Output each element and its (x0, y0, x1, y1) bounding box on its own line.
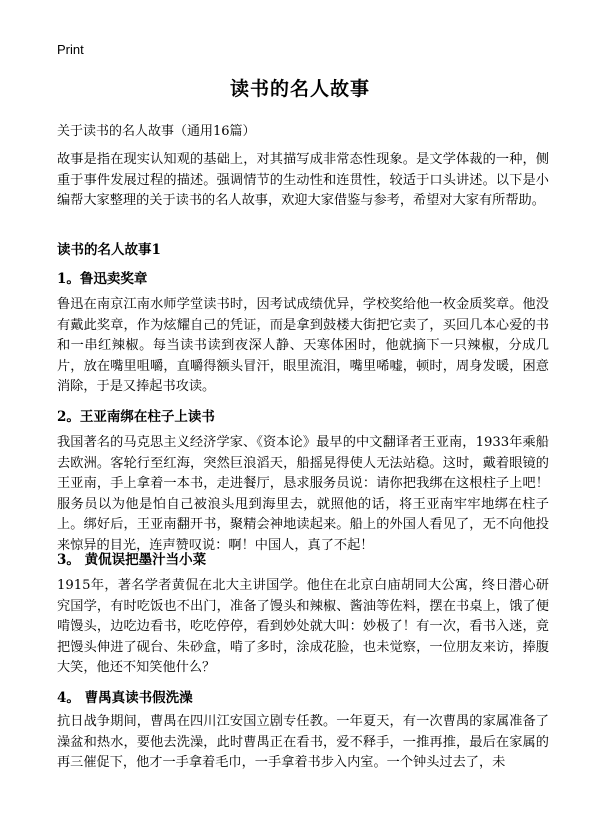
story-heading-4: 4。 曹禺真读书假洗澡 (57, 690, 193, 706)
intro-paragraph: 故事是指在现实认知观的基础上，对其描写成非常态性现象。是文学体裁的一种，侧重于事件发展过程的描述。强调情节的生动性和连贯性，较适于口头讲述。以下是小编帮大家整理的关于读书的名人故事，欢迎大家借鉴与参考，希望对大家有所帮助。 (57, 152, 549, 208)
story-heading-3: 3。 黄侃误把墨汁当小菜 (57, 552, 207, 568)
print-label[interactable]: Print (57, 42, 84, 57)
story-paragraph-3: 1915年，著名学者黄侃在北大主讲国学。他住在北京白庙胡同大公寓，终日潜心研究国学，有时吃饭也不出门，准备了馒头和辣椒、酱油等佐料，摆在书桌上，饿了便啃馒头，边吃边看书，吃吃停停，看到妙处就大叫：妙极了！有一次，看书入迷，竟把馒头伸进了砚台、朱砂盒，啃了多时，涂成花脸，也未觉察，一位朋友来访，捧腹大笑，他还不知笑他什么？ (57, 578, 549, 675)
story-paragraph-1: 鲁迅在南京江南水师学堂读书时，因考试成绩优异，学校奖给他一枚金质奖章。他没有戴此奖章，作为炫耀自己的凭证，而是拿到鼓楼大街把它卖了，买回几本心爱的书和一串红辣椒。每当读书读到夜深人静、天寒体困时，他就摘下一只辣椒，分成几片，放在嘴里咀嚼，直嚼得额头冒汗，眼里流泪，嘴里唏嘘，顿时，周身发暖，困意消除，于是又捧起书攻读。 (57, 297, 549, 394)
story-paragraph-4: 抗日战争期间，曹禺在四川江安国立剧专任教。一年夏天，有一次曹禺的家属准备了澡盆和热水，要他去洗澡，此时曹禺正在看书，爱不释手，一推再推，最后在家属的再三催促下，他才一手拿着毛巾，一手拿着书步入内室。一个钟头过去了，未 (57, 714, 549, 770)
story-heading-1: 1。鲁迅卖奖章 (57, 271, 148, 287)
document-subtitle: 关于读书的名人故事（通用16篇） (57, 124, 256, 139)
story-paragraph-2: 我国著名的马克思主义经济学家、《资本论》最早的中文翻译者王亚南，1933年乘船去欧洲。客轮行至红海，突然巨浪滔天，船摇晃得使人无法站稳。这时，戴着眼镜的王亚南，手上拿着一本书，走进餐厅，恳求服务员说：请你把我绑在这根柱子上吧！服务员以为他是怕自己被浪头甩到海里去，就照他的话，将王亚南牢牢地绑在柱子上。绑好后，王亚南翻开书，聚精会神地读起来。船上的外国人看见了，无不向他投来惊异的目光，连声赞叹说：啊！中国人，真了不起！ (57, 435, 549, 553)
story-heading-2: 2。王亚南绑在柱子上读书 (57, 409, 215, 425)
page-title: 读书的名人故事 (229, 78, 370, 100)
section-heading: 读书的名人故事1 (57, 242, 161, 258)
